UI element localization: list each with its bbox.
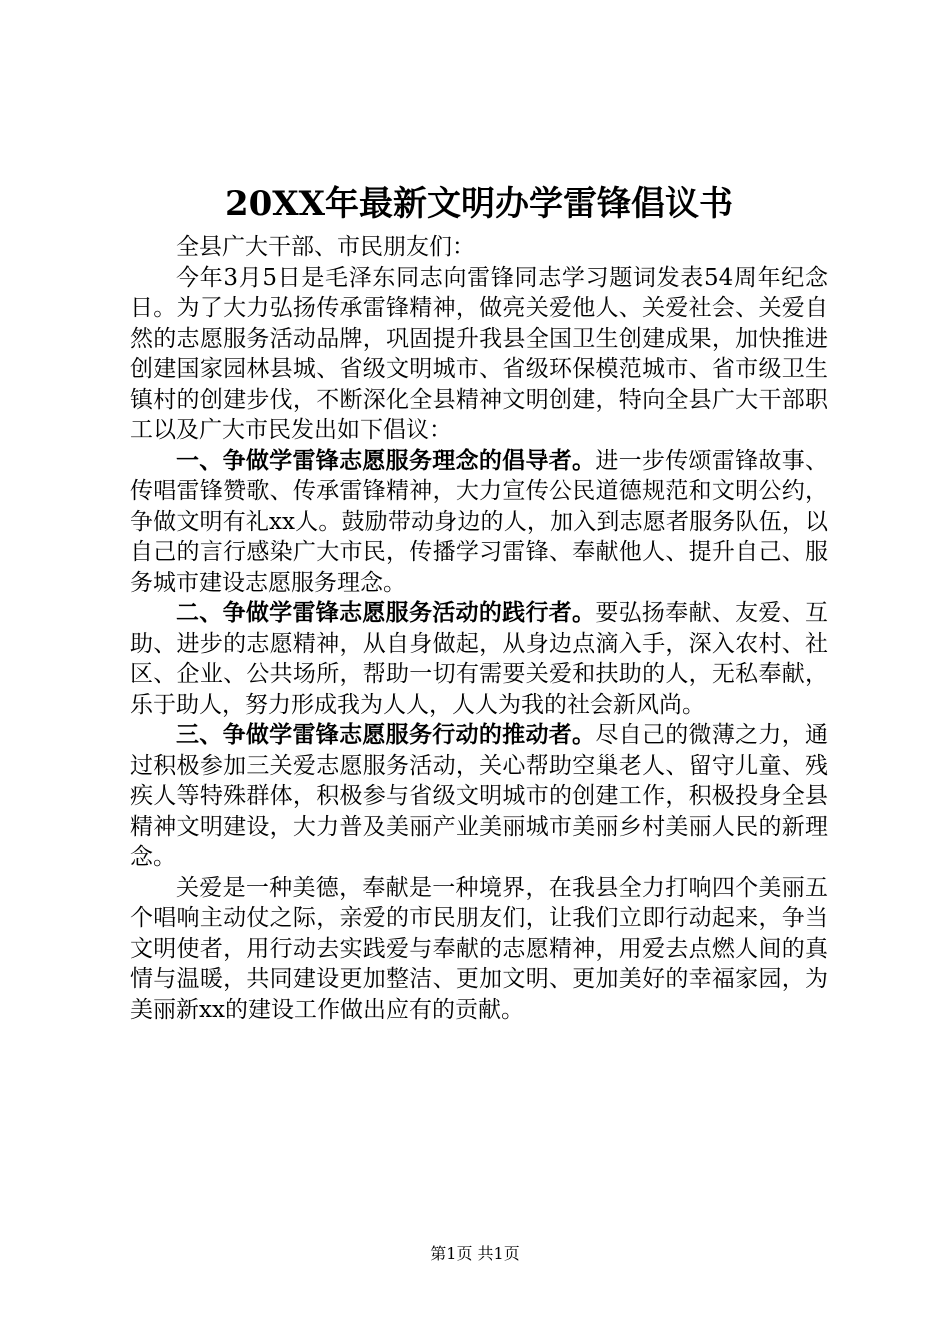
- proposal-item-1: [130, 446, 828, 599]
- proposal-item-3-heading: 三、争做学雷锋志愿服务行动的推动者。: [176, 721, 596, 748]
- proposal-item-2: [130, 598, 828, 720]
- proposal-item-1-body: 进一步传颂雷锋故事、传唱雷锋赞歌、传承雷锋精神，大力宣传公民道德规范和文明公约，争做文明有礼xx人。鼓励带动身边的人，加入到志愿者服务队伍，以自己的言行感染广大市民，传播学习雷锋、奉献他人、提升自己、服务城市建设志愿服务理念。: [130, 447, 829, 596]
- proposal-item-1-heading: 一、争做学雷锋志愿服务理念的倡导者。: [176, 446, 596, 474]
- page-footer: 第1页 共1页: [430, 1244, 520, 1263]
- closing-paragraph: 关爱是一种美德，奉献是一种境界，在我县全力打响四个美丽五个唱响主动仗之际，亲爱的市民朋友们，让我们立即行动起来，争当文明使者，用行动去实践爱与奉献的志愿精神，用爱去点燃人间的真情与温暖，共同建设更加整洁、更加文明、更加美好的幸福家园，为美丽新xx的建设工作做出应有的贡献。: [130, 874, 828, 1023]
- proposal-item-3-body: 尽自己的微薄之力，通过积极参加三关爱志愿服务活动，关心帮助空巢老人、留守儿童、残疾人等特殊群体，积极参与省级文明城市的创建工作，积极投身全县精神文明建设，大力普及美丽产业美丽城市美丽乡村美丽人民的新理念。: [130, 722, 829, 870]
- document-page: [130, 182, 828, 1025]
- intro-paragraph: 今年3月5日是毛泽东同志向雷锋同志学习题词发表54周年纪念日。为了大力弘扬传承雷锋精神，做亮关爱他人、关爱社会、关爱自然的志愿服务活动品牌，巩固提升我县全国卫生创建成果，加快推进创建国家园林县城、省级文明城市、省级环保模范城市、省市级卫生镇村的创建步伐，不断深化全县精神文明创建，特向全县广大干部职工以及广大市民发出如下倡议：: [130, 264, 828, 443]
- document-title: 20XX年最新文明办学雷锋倡议书: [224, 184, 734, 224]
- proposal-item-3: [130, 720, 828, 873]
- greeting-paragraph: 全县广大干部、市民朋友们：: [176, 234, 475, 260]
- proposal-item-2-body: 要弘扬奉献、友爱、互助、进步的志愿精神，从自身做起，从身边点滴入手，深入农村、社区、企业、公共场所，帮助一切有需要关爱和扶助的人，无私奉献，乐于助人，努力形成我为人人，人人为我的社会新风尚。: [130, 600, 829, 718]
- proposal-item-2-heading: 二、争做学雷锋志愿服务活动的践行者。: [176, 599, 596, 626]
